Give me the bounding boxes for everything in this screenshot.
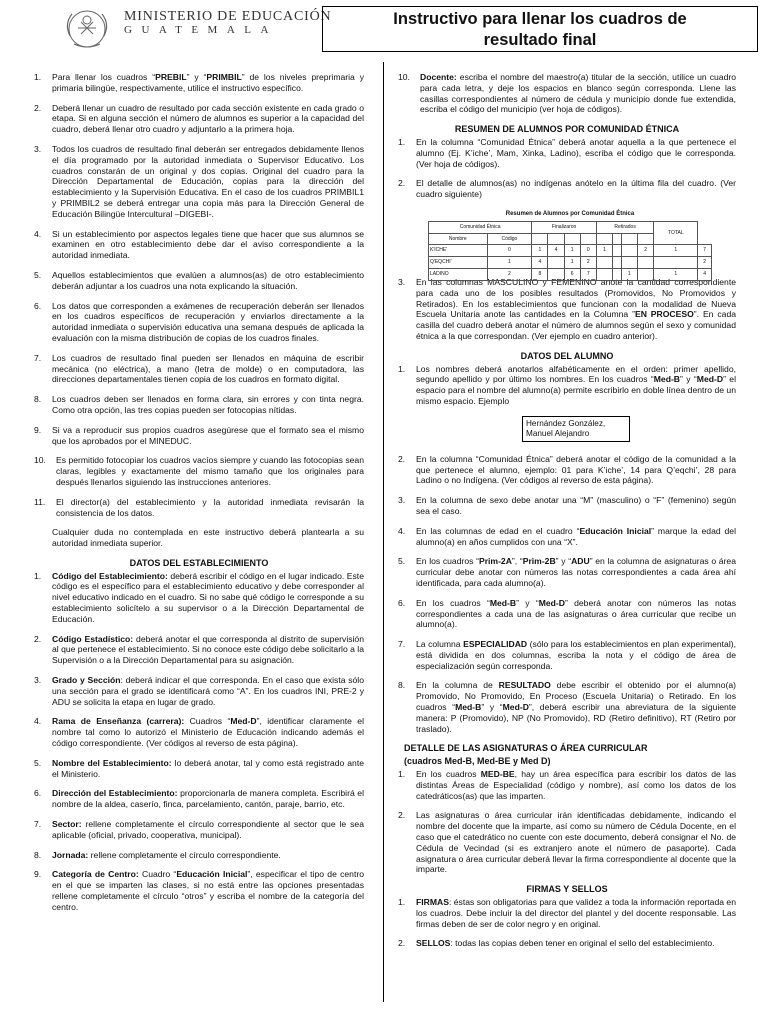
item-text: Nombre del Establecimiento: lo deberá anotar, tal y como está registrado ante el Ministerio. (52, 757, 364, 779)
item-number: 2. (34, 102, 42, 113)
item-text: En los cuadros “Med-B” y “Med-D” deberá anotar con números las notas correspondientes a cada una de las asignaturas o área curricular que recibe un alumno(a). (416, 597, 736, 630)
ethnic-table (428, 221, 712, 281)
instruction-item (34, 103, 364, 135)
item-text: La columna ESPECIALIDAD (sólo para los establecimientos en plan experimental), está dividida en dos columnas, escriba la nota y el código de área de especialización según corresponda. (416, 639, 736, 671)
table-cell: 1 (564, 245, 580, 257)
section-title-asignaturas: DETALLE DE LAS ASIGNATURAS O ÁREA CURRICULAR (404, 743, 648, 754)
item-number: 6. (34, 300, 42, 311)
item-text: Aquellos establecimientos que evalúen a alumnos(as) de otro establecimiento deberán adjuntar a los cuadros una nota explicando la situación. (52, 269, 364, 291)
establecimiento-item (34, 758, 364, 780)
th-finalizaron: Finalizaron (532, 221, 597, 233)
item-number: 7. (34, 352, 42, 363)
item-text: FIRMAS: éstas son obligatorias para que validez a toda la información reportada en los cuadros. Debe incluir la del director del plantel y del docente responsable. Las firmas deben de ser de color negro y en original. (416, 897, 736, 929)
example-ethnic-table (428, 209, 712, 277)
left-column (34, 72, 364, 922)
item-number: 3. (398, 495, 406, 506)
establecimiento-list (34, 571, 364, 913)
establecimiento-item (34, 571, 364, 625)
item-text: En las columnas MASCULINO y FEMENINO anote la cantidad correspondiente para cada uno de los posibles resultados (Promovidos, No Promovidos y Retirados). En los establecimientos que funcionan con la modalidad de Nueva Escuela Unitaria anote las cantidades en la Columna ”EN PROCESO”. En cada casilla del cuadro deberá anotar el número de alumnos según el sexo y comunidad étnica a la que correspondan. (Ver ejemplo en cuadro anterior). (416, 276, 736, 341)
item-number: 4. (34, 716, 42, 727)
table-cell: 7 (698, 245, 712, 257)
ministry-line2: GUATEMALA (124, 24, 278, 36)
table-cell: 2 (698, 257, 712, 269)
establecimiento-item (34, 788, 364, 810)
th-total: TOTAL (654, 221, 698, 245)
table-cell: 1 (564, 257, 580, 269)
table-cell: 2 (637, 245, 653, 257)
table-cell (637, 257, 653, 269)
table-cell (596, 268, 612, 280)
table-cell: 4 (698, 268, 712, 280)
item-text: Categoría de Centro: Cuadro “Educación Inicial”, especificar el tipo de centro en el que se imparten las clases, si no está entre las opciones presentadas rellene completamente el círculo “otros” y escriba el nombre de la categoría del centro. (52, 869, 364, 912)
etnica-item (398, 178, 736, 200)
item-number: 1. (398, 363, 406, 374)
section-subtitle-asignaturas: (cuadros Med-B, Med-BE y Med D) (404, 756, 551, 767)
item-number: 3. (398, 276, 406, 287)
item-number: 8. (34, 849, 42, 860)
item-number: 1. (398, 769, 406, 780)
ministry-logo (56, 6, 336, 52)
item-text: Código del Establecimiento: deberá escribir el código en el lugar indicado. Este código es el específico para el establecimiento educativo y debe corresponder al nivel educativo indicado en el cuadro. Si no sabe qué código le corresponde a su establecimiento solicítelo a su supervisor o a la Dirección Departamental de Educación. (52, 570, 364, 624)
item-number: 8. (398, 680, 406, 691)
item-text: En los cuadros “Prim-2A”, “Prim-2B” y “ADU” en la columna de asignaturas o área curricular debe anotar con números las notas correspondientes a cada área ahí identificada, para cada alumno(a). (416, 556, 736, 588)
section-title-establecimiento: DATOS DEL ESTABLECIMIENTO (129, 557, 269, 568)
item-text: Los nombres deberá anotarlos alfabéticamente en el orden: primer apellido, segundo apellido y por último los nombres. En los cuadros “Med-B” y “Med-D” el espacio para el nombre del alumno(a) permite escribirlo en doble línea dentro de un mismo espacio. Ejemplo (416, 363, 736, 406)
item-text: Docente: escriba el nombre del maestro(a) titular de la sección, utilice un cuadro para cada letra, y deje los espacios en blanco según corresponda. Llene las casillas correspondientes al número de cédula y municipio donde fue extendida, escriba el código del municipio (ver hoja de códigos). (420, 72, 736, 115)
closing-note: Cualquier duda no contemplada en este instructivo deberá plantearla a su autoridad inmediata superior. (52, 527, 364, 549)
item-text: En la columna “Comunidad Étnica” deberá anotar el código de la comunidad a la que pertenece el alumno, ejemplo: 01 para K’iche’, 14 para Q’eqchi’, 28 para Ladino o no Indígena. (Ver códigos al reverso de esta página). (416, 453, 736, 486)
alumno-item-1 (398, 364, 736, 407)
item-text: Sector: rellene completamente el círculo correspondiente al sector que le sea aplicable (oficial, privado, cooperativa, municipal). (52, 819, 364, 840)
item-number: 3. (34, 143, 42, 154)
table-row (429, 245, 712, 257)
table-cell: 1 (532, 245, 548, 257)
item-text: SELLOS: todas las copias deben tener en original el sello del establecimiento. (416, 938, 715, 949)
asignaturas-list (398, 769, 736, 875)
column-divider (383, 62, 384, 1002)
item-number: 9. (34, 424, 42, 435)
item-number: 6. (398, 597, 406, 608)
instruction-item (34, 301, 364, 344)
establecimiento-item (34, 634, 364, 666)
section-title-firmas: FIRMAS Y SELLOS (526, 884, 608, 895)
item-text: El detalle de alumnos(as) no indígenas anótelo en la última fila del cuadro. (Ver cuadro siguiente) (416, 178, 736, 200)
table-cell (621, 257, 637, 269)
table-cell: 7 (580, 268, 596, 280)
example-name-line2: Manuel Alejandro (526, 428, 590, 438)
etnica-item (398, 277, 736, 342)
alumno-item (398, 598, 736, 630)
item-number: 2. (398, 938, 406, 949)
item-number: 5. (34, 269, 42, 280)
item-text: En la columna “Comunidad Étnica” deberá anotar aquella a la que pertenece el alumno (Ej. K’iche’, Mam, Xinka, Ladino), escriba el código que le corresponda. (Ver hoja de códigos). (416, 136, 736, 169)
item-number: 5. (398, 556, 406, 567)
alumno-item (398, 526, 736, 548)
item-text: Grado y Sección: deberá indicar el que corresponda. En el caso que exista sólo una sección para el grado se identificará como “A”. En los cuadros INI, PRE-2 y ADU se solicita la etapa en lugar de grado. (52, 675, 364, 707)
table-cell: 4 (548, 245, 564, 257)
instruction-item (34, 229, 364, 261)
item-text: En los cuadros MED-BE, hay un área específica para escribir los datos de las distintas Áreas de Especialidad (código y nombre), así como los datos de los catedráticos(as) que las imparten. (416, 769, 736, 801)
firmas-item (398, 897, 736, 929)
firmas-item (398, 938, 736, 949)
document-title (322, 6, 758, 52)
alumno-item (398, 454, 736, 486)
table-cell: 1 (621, 268, 637, 280)
table-cell (613, 268, 621, 280)
community-name: Q'EQCHI' (429, 257, 488, 269)
table-row (429, 268, 712, 280)
item-text: Las asignaturas o área curricular irán identificadas debidamente, indicando el nombre del docente que la imparte, así como su número de Cédula Docente, en el caso que el catedrático no cuente con este documento, deberá consignar el No. de Cédula de Vecindad (si es extranjero anote el número de pasaporte). Cada asignatura o área curricular deberá llevar la firma correspondiente al docente que la imparte. (416, 810, 736, 875)
alumno-item (398, 495, 736, 517)
item-text: Dirección del Establecimiento: proporcionarla de manera completa. Escribirá el nombre de la aldea, caserío, finca, parcelamiento, cantón, paraje, barrio, etc. (52, 788, 364, 810)
table-cell (548, 268, 564, 280)
asignatura-item (398, 769, 736, 801)
table-cell: 1 (487, 257, 532, 269)
instruction-item (34, 72, 364, 94)
alumno-list (398, 454, 736, 735)
item-text: Jornada: rellene completamente el círculo correspondiente. (52, 849, 281, 860)
item-text: Es permitido fotocopiar los cuadros vacíos siempre y cuando las fotocopias sean claras, legibles y exactamente del mismo tamaño que los originales para después llenarlos siguiendo las instrucciones anteriores. (56, 455, 364, 487)
item-text: El director(a) del establecimiento y la autoridad inmediata revisarán la consistencia de los datos. (56, 496, 364, 518)
item-number: 4. (398, 525, 406, 536)
community-name: K'ICHE' (429, 245, 488, 257)
table-cell: 1 (596, 245, 612, 257)
item-number: 2. (398, 178, 406, 189)
item-number: 5. (34, 757, 42, 768)
ministry-name (124, 9, 331, 36)
item-number: 7. (34, 819, 42, 830)
table-cell (621, 245, 637, 257)
item-number: 1. (34, 72, 42, 82)
section-title-alumno: DATOS DEL ALUMNO (520, 350, 614, 361)
table-cell (596, 257, 612, 269)
item-number: 10. (34, 455, 46, 466)
item-text: En la columna de sexo debe anotar una “M” (masculino) o “F” (femenino) según sea el caso. (416, 495, 736, 516)
item-number: 1. (398, 897, 406, 908)
table-cell: 0 (580, 245, 596, 257)
instruction-item (34, 144, 364, 220)
item-number: 11. (34, 496, 46, 507)
table-cell (654, 257, 698, 269)
community-name: LADINO (429, 268, 488, 280)
item-text: En la columna de RESULTADO debe escribir el obtenido por el alumno(a) Promovido, No Promovido, En Proceso (Escuela Unitaria) o Retirado. En los cuadros “Med-B” y “Med-D”, deberá escribir una abreviatura de la siguiente manera: P (Promovido), NP (No Promovido), RD (Retiro definitivo), RT (Retiro por traslado). (416, 680, 737, 734)
th-retirados: Retirados (596, 221, 653, 233)
coat-of-arms-icon (56, 6, 118, 50)
item-number: 1. (398, 136, 406, 147)
item-text: En las columnas de edad en el cuadro “Educación Inicial” marque la edad del alumno(a) en años cumplidos con una “X”. (416, 525, 736, 547)
etnica-item-3 (398, 277, 736, 342)
example-name-box (522, 416, 630, 442)
item-text: Si un establecimiento por aspectos legales tiene que hacer que sus alumnos se examinen en otro establecimiento debe dar el aviso correspondiente a la autoridad inmediata. (52, 228, 364, 261)
establecimiento-item (34, 869, 364, 912)
th-comunidad: Comunidad Étnica (429, 221, 532, 233)
item-number: 2. (398, 810, 406, 821)
item-text: Los cuadros deben ser llenados en forma clara, sin errores y con tinta negra. Como otra opción, las tres copias pueden ser fotocopias nítidas. (52, 394, 364, 415)
instruction-item (34, 455, 364, 487)
item-number: 4. (34, 228, 42, 239)
item-text: Código Estadístico: deberá anotar el que corresponda al distrito de supervisión al que pertenece el establecimiento. Si no conoce este código debe solicitarlo a la Supervisión o a la Dirección Departamental para su asignación. (52, 633, 364, 666)
alumno-item (398, 680, 736, 734)
table-cell: 0 (487, 245, 532, 257)
item-number: 6. (34, 788, 42, 799)
item-text: Los datos que corresponden a exámenes de recuperación deberán ser llenados en los cuadros específicos de recuperación y enviarlos directamente a la autoridad inmediata o supervisión educativa una semana después de aplicada la evaluación con la misma distribución de copias de los cuadros finales. (52, 300, 364, 343)
table-cell (548, 257, 564, 269)
establecimiento-item (34, 716, 364, 748)
instruction-item (34, 497, 364, 519)
table-cell (613, 257, 621, 269)
alumno-item (398, 639, 736, 671)
table-cell (637, 268, 653, 280)
item-number: 8. (34, 394, 42, 405)
item-number: 2. (398, 453, 406, 464)
title-line1: Instructivo para llenar los cuadros de (393, 10, 687, 28)
item-text: Rama de Enseñanza (carrera): Cuadros “Med-D”, identificar claramente el nombre tal como lo autorizó el Ministerio de Educación indicando además el código correspondiente. (Ver códigos al reverso de esta página). (52, 716, 364, 749)
title-line2: resultado final (483, 31, 597, 49)
establecimiento-item (34, 819, 364, 841)
header (0, 0, 768, 62)
table-cell: 2 (487, 268, 532, 280)
table-cell: 1 (654, 245, 698, 257)
table-cell: 4 (532, 257, 548, 269)
th-codigo: Código (487, 233, 532, 245)
alumno-item (398, 556, 736, 588)
item-number: 3. (34, 675, 42, 686)
example-name-line1: Hernández González, (526, 418, 606, 428)
example-table-caption: Resumen de Alumnos por Comunidad Étnica (505, 210, 635, 217)
right-column (398, 72, 736, 958)
item-number: 1. (34, 570, 42, 581)
item-text: Si va a reproducir sus propios cuadros asegúrese que el formato sea el mismo que los aprobados por el MINEDUC. (52, 424, 364, 446)
instruction-item (34, 394, 364, 416)
item-number: 7. (398, 639, 406, 650)
item-number: 10. (398, 72, 410, 82)
ministry-line1: MINISTERIO DE EDUCACIÓN (124, 9, 332, 24)
table-cell: 2 (580, 257, 596, 269)
table-cell: 6 (564, 268, 580, 280)
section-title-etnica: RESUMEN DE ALUMNOS POR COMUNIDAD ÉTNICA (454, 124, 680, 135)
table-cell (613, 245, 621, 257)
item-number: 9. (34, 869, 42, 880)
item-text: Para llenar los cuadros “PREBIL” y “PRIMBIL” de los niveles preprimaria y primaria bilingüe, respectivamente, utilice el instructivo específico. (52, 72, 364, 93)
docente-item (398, 72, 736, 115)
item-text: Todos los cuadros de resultado final deberán ser entregados debidamente llenos el día programado por la autoridad inmediata o Supervisor Educativo. Los cuadros constarán de un original y dos copias. Original del cuadro para la Dirección Departamental de Educación, copias para la dirección del establecimiento y la Supervisión Educativa. En el caso de los cuadros PRIMBIL1 y PRIMBIL2 se deberá entregar una copia más para la Dirección General de Educación Bilingüe Intercultural –DIGEBI-. (52, 143, 364, 219)
table-cell: 8 (532, 268, 548, 280)
item-text: Deberá llenar un cuadro de resultado por cada sección existente en cada grado o etapa. Si en alguna sección el número de alumnos es superior a la capacidad del cuadro, deberá llenar otro cuadro y adjuntarlo a la primera hoja. (52, 102, 364, 135)
th-nombre: Nombre (429, 233, 488, 245)
establecimiento-item (34, 675, 364, 707)
instruction-item (398, 72, 736, 115)
instruction-item (34, 353, 364, 385)
item-text: Los cuadros de resultado final pueden ser llenados en máquina de escribir mecánica (no eléctrica), a mano (letra de molde) o en computadora, las direcciones departamentales tienen copia de los cuadros en formato digital. (52, 352, 364, 385)
table-row (429, 257, 712, 269)
general-instructions-list (34, 72, 364, 518)
table-cell: 1 (654, 268, 698, 280)
alumno-item (398, 364, 736, 407)
etnica-list (398, 137, 736, 200)
etnica-item (398, 137, 736, 169)
instruction-item (34, 270, 364, 292)
establecimiento-item (34, 850, 364, 861)
item-number: 2. (34, 633, 42, 644)
firmas-list (398, 897, 736, 949)
instruction-item (34, 425, 364, 447)
asignatura-item (398, 810, 736, 875)
